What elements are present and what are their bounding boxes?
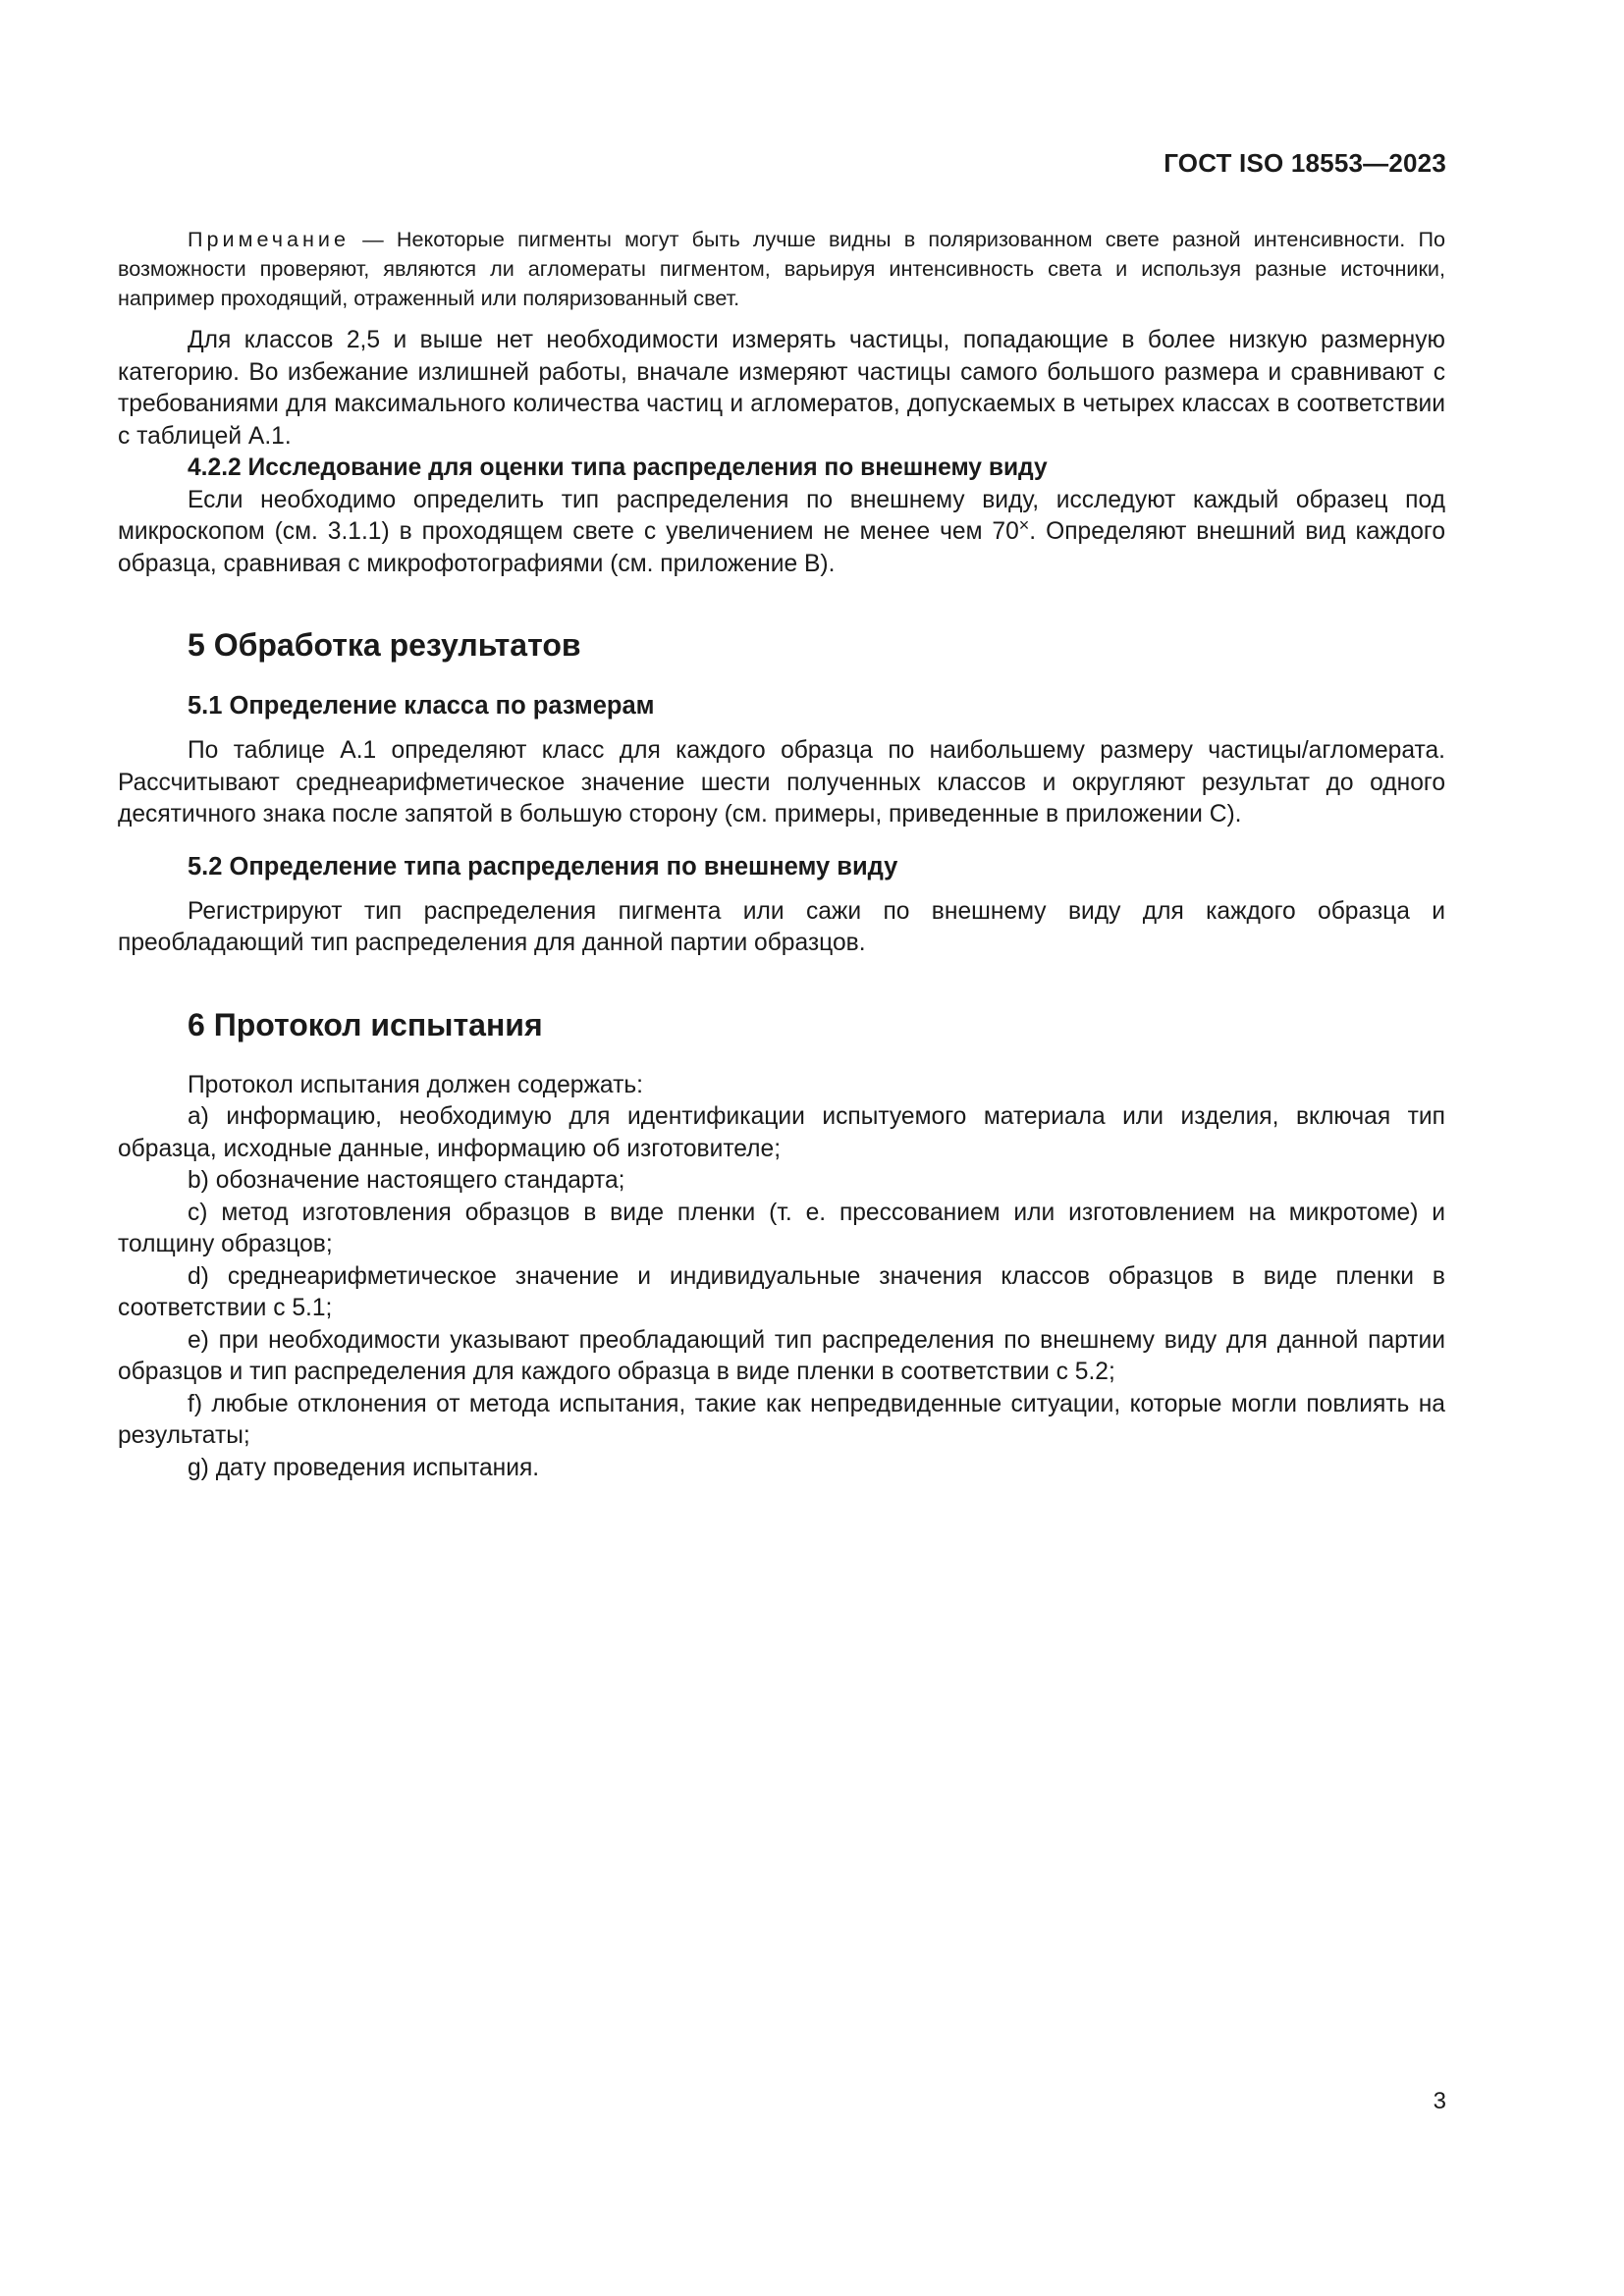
- subsection-5-1-text: По таблице А.1 определяют класс для каждого образца по наибольшему размеру частицы/агломерата. Рассчитывают среднеарифметическое значение шести полученных классов и округляют результат до одного десятичного знака после запятой в большую сторону (см. примеры, приведенные в приложении С).: [118, 737, 1445, 828]
- section-6-heading: 6 Протокол испытания: [188, 1006, 543, 1042]
- subsection-4-2-2-text: [118, 485, 1445, 581]
- protocol-item-b: b) обозначение настоящего стандарта;: [188, 1167, 625, 1194]
- section-5-heading: 5 Обработка результатов: [188, 627, 581, 663]
- subsection-5-2-heading: 5.2 Определение типа распределения по внешнему виду: [188, 852, 898, 881]
- subsection-4-2-2-title: 4.2.2 Исследование для оценки типа распределения по внешнему виду: [188, 454, 1048, 481]
- page-content: [118, 225, 1445, 1484]
- protocol-intro: Протокол испытания должен содержать:: [188, 1071, 643, 1098]
- classes-paragraph: Для классов 2,5 и выше нет необходимости измерять частицы, попадающие в более низкую размерную категорию. Во избежание излишней работы, вначале измеряют частицы самого большого размера и сравнивают с требованиями для максимального количества частиц и агломератов, допускаемых в четырех классах в соответствии с таблицей А.1.: [118, 327, 1445, 450]
- subsection-4-2-2-text-a: Если необходимо определить тип распределения по внешнему виду, исследуют каждый образец под микроскопом (см. 3.1.1) в проходящем свете с увеличением не менее чем 70: [118, 486, 1445, 545]
- note-paragraph: [118, 225, 1445, 313]
- note-text: — Некоторые пигменты могут быть лучше видны в поляризованном свете разной интенсивности. По возможности проверяют, являются ли агломераты пигментом, варьируя интенсивность света и используя разные источники, например проходящий, отраженный или поляризованный свет.: [118, 227, 1445, 310]
- protocol-item-e: e) при необходимости указывают преобладающий тип распределения по внешнему виду для данной партии образцов и тип распределения для каждого образца в виде пленки в соответствии с 5.2;: [118, 1326, 1445, 1385]
- protocol-item-f: f) любые отклонения от метода испытания, такие как непредвиденные ситуации, которые могли повлиять на результаты;: [118, 1390, 1445, 1449]
- protocol-item-g: g) дату проведения испытания.: [188, 1454, 540, 1481]
- page-number: 3: [1433, 2088, 1446, 2114]
- protocol-item-a: a) информацию, необходимую для идентификации испытуемого материала или изделия, включая тип образца, исходные данные, информацию об изготовителе;: [118, 1103, 1445, 1162]
- protocol-item-c: c) метод изготовления образцов в виде пленки (т. е. прессованием или изготовлением на микротоме) и толщину образцов;: [118, 1199, 1445, 1257]
- subsection-4-2-2-text-b: . Определяют внешний вид каждого образца, сравнивая с микрофотографиями (см. приложение B).: [118, 518, 1446, 577]
- subsection-5-2-text: Регистрируют тип распределения пигмента или сажи по внешнему виду для каждого образца и преобладающий тип распределения для данной партии образцов.: [118, 897, 1445, 956]
- note-label: Примечание: [188, 227, 350, 251]
- protocol-item-d: d) среднеарифметическое значение и индивидуальные значения классов образцов в виде пленки в соответствии с 5.1;: [118, 1262, 1445, 1321]
- standard-designation-header: ГОСТ ISO 18553—2023: [1164, 148, 1446, 178]
- subsection-5-1-heading: 5.1 Определение класса по размерам: [188, 692, 655, 720]
- magnification-superscript: ×: [1018, 515, 1030, 535]
